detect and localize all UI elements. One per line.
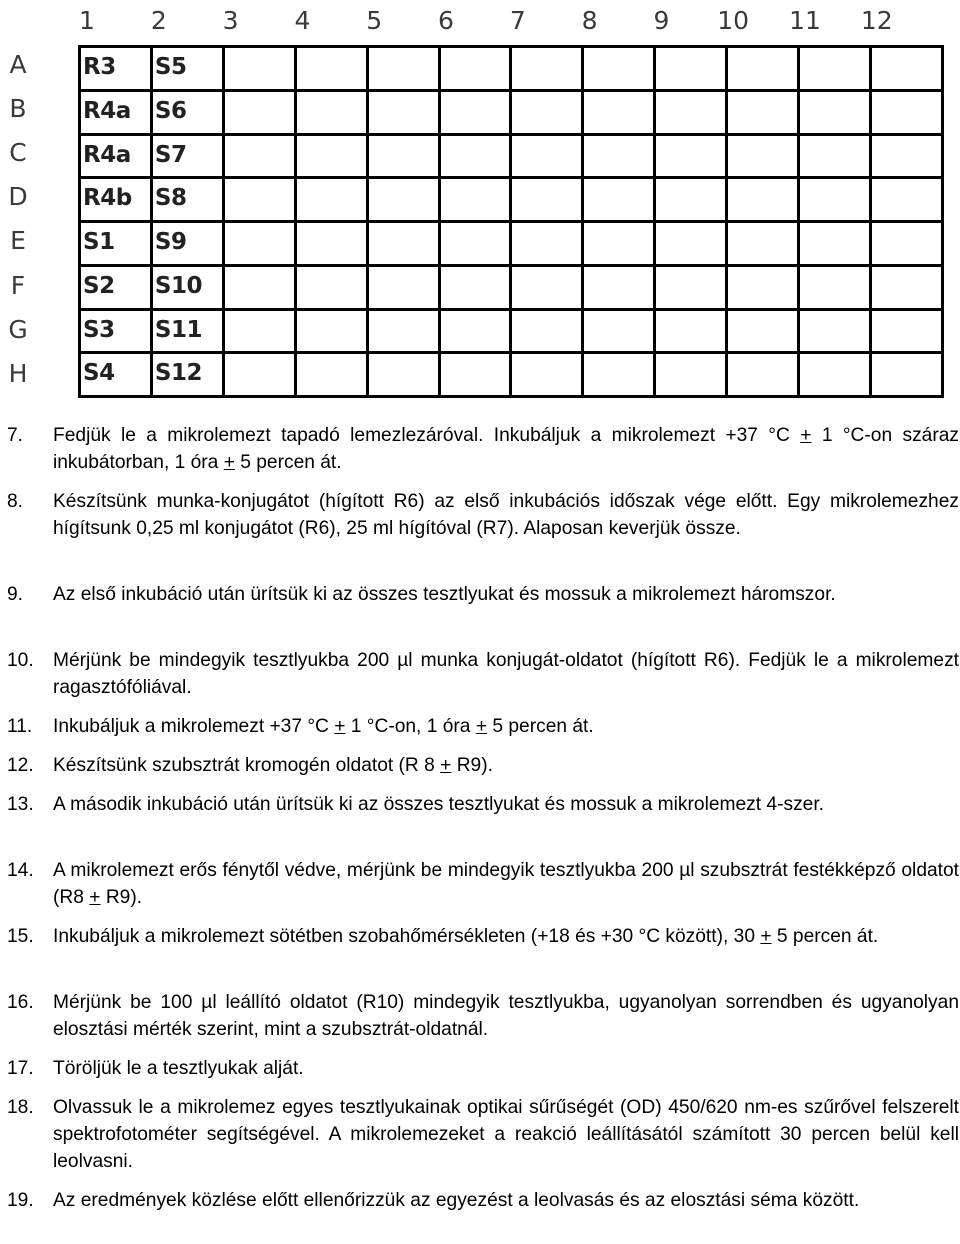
well-F9: [656, 267, 725, 308]
step-9: [7, 581, 959, 647]
column-label: 4: [294, 6, 311, 35]
microplate-grid: [78, 45, 944, 398]
well-F5: [369, 267, 438, 308]
well-F1: S2: [81, 267, 150, 308]
step-number: 16.: [7, 992, 34, 1013]
step-10: [7, 647, 959, 713]
step-number: 7.: [7, 425, 24, 446]
step-18: [7, 1094, 959, 1187]
step-13: [7, 791, 959, 857]
well-C12: [872, 136, 941, 177]
well-E4: [297, 223, 366, 264]
well-F8: [584, 267, 653, 308]
well-H5: [369, 354, 438, 395]
microplate-layout-figure: [0, 0, 960, 410]
well-G8: [584, 311, 653, 352]
well-B12: [872, 92, 941, 133]
row-label: E: [10, 226, 26, 256]
well-G12: [872, 311, 941, 352]
well-C3: [225, 136, 294, 177]
step-text: Fedjük le a mikrolemezt tapadó lemezlezáróval. Inkubáljuk a mikrolemezt +37 °C + 1 °C-on száraz inkubátorban, 1 óra + 5 percen át.: [53, 425, 959, 473]
step-12: [7, 752, 959, 791]
well-D11: [800, 179, 869, 220]
well-A5: [369, 48, 438, 89]
well-A7: [512, 48, 581, 89]
well-B2: S6: [153, 92, 222, 133]
row-label: A: [9, 50, 27, 79]
well-C4: [297, 136, 366, 177]
step-19: [7, 1187, 959, 1241]
step-14: [7, 857, 959, 923]
step-text: Az első inkubáció után ürítsük ki az összes tesztlyukat és mossuk a mikrolemezt háromszor.: [53, 584, 836, 605]
well-C5: [369, 136, 438, 177]
well-C10: [728, 136, 797, 177]
row-label: G: [8, 314, 28, 344]
step-16: [7, 989, 959, 1055]
well-D6: [441, 179, 510, 220]
well-F4: [297, 267, 366, 308]
step-text: Készítsünk munka-konjugátot (hígított R6) az első inkubációs időszak vége előtt. Egy mikrolemezhez hígítsunk 0,25 ml konjugátot (R6), 25 ml hígítóval (R7). Alaposan keverjük össze.: [53, 491, 959, 539]
well-D9: [656, 179, 725, 220]
step-number: 15.: [7, 926, 34, 947]
well-G9: [656, 311, 725, 352]
well-D3: [225, 179, 294, 220]
well-A8: [584, 48, 653, 89]
column-label: 6: [438, 6, 454, 35]
well-E6: [441, 223, 510, 264]
row-label: F: [10, 270, 26, 300]
well-H4: [297, 354, 366, 395]
well-F6: [441, 267, 510, 308]
column-label: 8: [581, 6, 598, 35]
well-G7: [512, 311, 581, 352]
well-B1: R4a: [81, 92, 150, 133]
step-text: Töröljük le a tesztlyukak alját.: [53, 1058, 304, 1079]
well-C6: [441, 136, 510, 177]
well-F10: [728, 267, 797, 308]
well-F11: [800, 267, 869, 308]
column-label: 12: [860, 6, 893, 35]
well-E11: [800, 223, 869, 264]
well-H12: [872, 354, 941, 395]
well-F7: [512, 267, 581, 308]
well-E10: [728, 223, 797, 264]
well-F12: [872, 267, 941, 308]
step-11: [7, 713, 959, 752]
step-number: 19.: [7, 1190, 34, 1211]
well-E12: [872, 223, 941, 264]
well-E1: S1: [81, 223, 150, 264]
step-text: Olvassuk le a mikrolemez egyes tesztlyukainak optikai sűrűségét (OD) 450/620 nm-es szűrővel felszerelt spektrofotométer segítségével. A mikrolemezeket a reakció leállításától számított 30 percen belül kell leolvasni.: [53, 1097, 959, 1172]
well-C1: R4a: [81, 136, 150, 177]
well-E5: [369, 223, 438, 264]
well-B8: [584, 92, 653, 133]
well-H9: [656, 354, 725, 395]
well-A1: R3: [81, 48, 150, 89]
well-E2: S9: [153, 223, 222, 264]
step-7: [7, 422, 959, 488]
well-D5: [369, 179, 438, 220]
well-H7: [512, 354, 581, 395]
step-number: 11.: [7, 716, 33, 737]
well-G2: S11: [153, 311, 222, 352]
step-number: 10.: [7, 650, 34, 671]
step-number: 13.: [7, 794, 34, 815]
column-label: 2: [150, 6, 167, 35]
well-B10: [728, 92, 797, 133]
well-A12: [872, 48, 941, 89]
well-A6: [441, 48, 510, 89]
step-number: 17.: [7, 1058, 34, 1079]
well-A11: [800, 48, 869, 89]
well-G4: [297, 311, 366, 352]
well-B6: [441, 92, 510, 133]
column-label: 7: [509, 6, 526, 35]
step-number: 9.: [7, 584, 24, 605]
well-B5: [369, 92, 438, 133]
well-C7: [512, 136, 581, 177]
well-G3: [225, 311, 294, 352]
well-B3: [225, 92, 294, 133]
row-label: C: [9, 138, 27, 168]
step-text: A mikrolemezt erős fénytől védve, mérjünk be mindegyik tesztlyukba 200 µl szubsztrát festékképző oldatot (R8 + R9).: [53, 860, 959, 908]
well-C2: S7: [153, 136, 222, 177]
column-label: 1: [79, 6, 95, 35]
step-number: 8.: [7, 491, 24, 512]
step-8: [7, 488, 959, 581]
well-C9: [656, 136, 725, 177]
well-D7: [512, 179, 581, 220]
step-15: [7, 923, 959, 989]
row-label: D: [8, 182, 28, 212]
step-text: Mérjünk be mindegyik tesztlyukba 200 µl munka konjugát-oldatot (hígított R6). Fedjük le a mikrolemezt ragasztófóliával.: [53, 650, 959, 698]
well-H6: [441, 354, 510, 395]
well-H1: S4: [81, 354, 150, 395]
step-text: Inkubáljuk a mikrolemezt sötétben szobahőmérsékleten (+18 és +30 °C között), 30 + 5 percen át.: [53, 926, 879, 947]
well-F2: S10: [153, 267, 222, 308]
well-A2: S5: [153, 48, 222, 89]
well-B7: [512, 92, 581, 133]
well-A4: [297, 48, 366, 89]
step-text: Az eredmények közlése előtt ellenőrizzük az egyezést a leolvasás és az elosztási séma között.: [53, 1190, 860, 1211]
column-label: 11: [789, 6, 821, 35]
well-E3: [225, 223, 294, 264]
step-text: Mérjünk be 100 µl leállító oldatot (R10) mindegyik tesztlyukba, ugyanolyan sorrendben és ugyanolyan elosztási mérték szerint, mint a szubsztrát-oldatnál.: [53, 992, 959, 1040]
step-17: [7, 1055, 959, 1094]
well-C8: [584, 136, 653, 177]
well-A9: [656, 48, 725, 89]
column-label: 9: [653, 6, 670, 35]
well-E9: [656, 223, 725, 264]
well-B4: [297, 92, 366, 133]
well-C11: [800, 136, 869, 177]
well-H8: [584, 354, 653, 395]
procedure-steps: [7, 422, 959, 1241]
step-number: 12.: [7, 755, 34, 776]
column-label: 3: [222, 6, 239, 35]
column-label: 10: [717, 6, 750, 35]
well-H2: S12: [153, 354, 222, 395]
column-label: 5: [366, 6, 383, 35]
well-G1: S3: [81, 311, 150, 352]
well-D2: S8: [153, 179, 222, 220]
well-A10: [728, 48, 797, 89]
well-A3: [225, 48, 294, 89]
step-text: Inkubáljuk a mikrolemezt +37 °C + 1 °C-on, 1 óra + 5 percen át.: [53, 716, 594, 737]
well-H11: [800, 354, 869, 395]
step-number: 18.: [7, 1097, 34, 1118]
row-label: B: [9, 94, 27, 124]
well-F3: [225, 267, 294, 308]
well-B9: [656, 92, 725, 133]
well-H3: [225, 354, 294, 395]
well-G6: [441, 311, 510, 352]
well-B11: [800, 92, 869, 133]
row-label: H: [8, 358, 28, 388]
well-G11: [800, 311, 869, 352]
well-D4: [297, 179, 366, 220]
step-number: 14.: [7, 860, 34, 881]
step-text: Készítsünk szubsztrát kromogén oldatot (R 8 + R9).: [53, 755, 493, 776]
well-E7: [512, 223, 581, 264]
well-E8: [584, 223, 653, 264]
well-D8: [584, 179, 653, 220]
well-G5: [369, 311, 438, 352]
well-D1: R4b: [81, 179, 150, 220]
well-H10: [728, 354, 797, 395]
well-D10: [728, 179, 797, 220]
well-D12: [872, 179, 941, 220]
step-text: A második inkubáció után ürítsük ki az összes tesztlyukat és mossuk a mikrolemezt 4-szer.: [53, 794, 825, 815]
well-G10: [728, 311, 797, 352]
